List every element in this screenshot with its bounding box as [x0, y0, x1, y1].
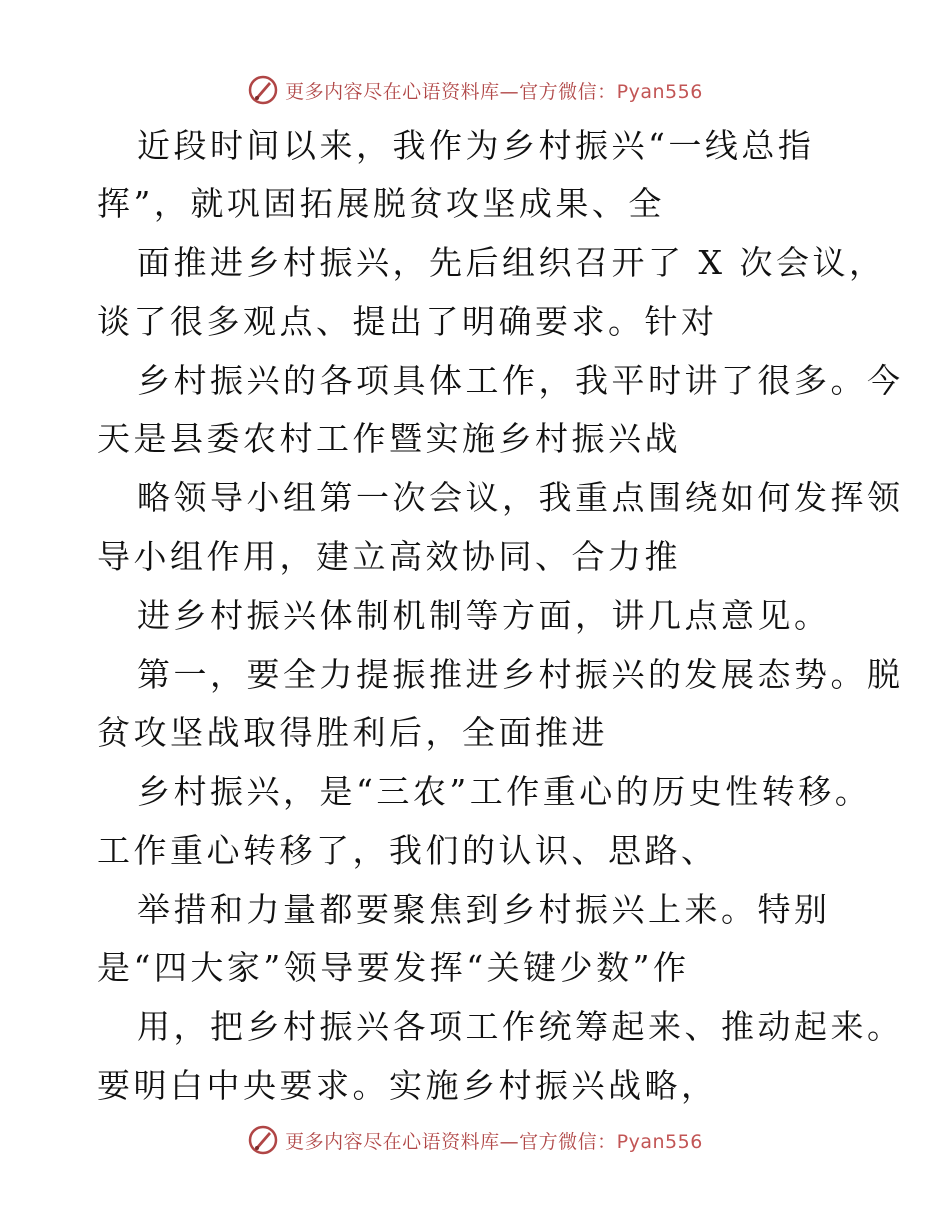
body-line: 天是县委农村工作暨实施乡村振兴战 [97, 419, 681, 458]
body-line: 用，把乡村振兴各项工作统筹起来、推动起来。 [137, 1007, 904, 1046]
body-line: 谈了很多观点、提出了明确要求。针对 [97, 302, 718, 341]
body-line: 是“四大家”领导要发挥“关键少数”作 [97, 948, 690, 987]
body-line: 面推进乡村振兴，先后组织召开了 X 次会议， [137, 243, 886, 282]
body-line: 要明白中央要求。实施乡村振兴战略， [97, 1066, 718, 1105]
body-line: 第一，要全力提振推进乡村振兴的发展态势。脱 [137, 655, 904, 694]
body-line: 略领导小组第一次会议，我重点围绕如何发挥领 [137, 478, 904, 517]
quill-logo-icon [247, 1124, 279, 1156]
footer-banner [0, 1120, 950, 1160]
header-banner-wechat-id: Pyan556 [616, 80, 703, 103]
body-line: 乡村振兴，是“三农”工作重心的历史性转移。 [137, 772, 872, 811]
footer-banner-label: 更多内容尽在心语资料库—官方微信： [285, 1130, 617, 1153]
footer-banner-wechat-id: Pyan556 [616, 1130, 703, 1153]
body-line: 工作重心转移了，我们的认识、思路、 [97, 831, 718, 870]
body-line: 导小组作用，建立高效协同、合力推 [97, 537, 681, 576]
header-banner-text [285, 77, 703, 104]
body-line: 乡村振兴的各项具体工作，我平时讲了很多。今 [137, 361, 904, 400]
body-line: 挥”，就巩固拓展脱贫攻坚成果、全 [97, 184, 665, 223]
body-line: 近段时间以来，我作为乡村振兴“一线总指 [137, 126, 815, 165]
body-line: 贫攻坚战取得胜利后，全面推进 [97, 713, 608, 752]
header-banner-label: 更多内容尽在心语资料库—官方微信： [285, 80, 617, 103]
body-line: 举措和力量都要聚焦到乡村振兴上来。特别 [137, 890, 831, 929]
footer-banner-text [285, 1127, 703, 1154]
body-line: 进乡村振兴体制机制等方面，讲几点意见。 [137, 596, 831, 635]
header-banner [0, 70, 950, 110]
quill-logo-icon [247, 74, 279, 106]
